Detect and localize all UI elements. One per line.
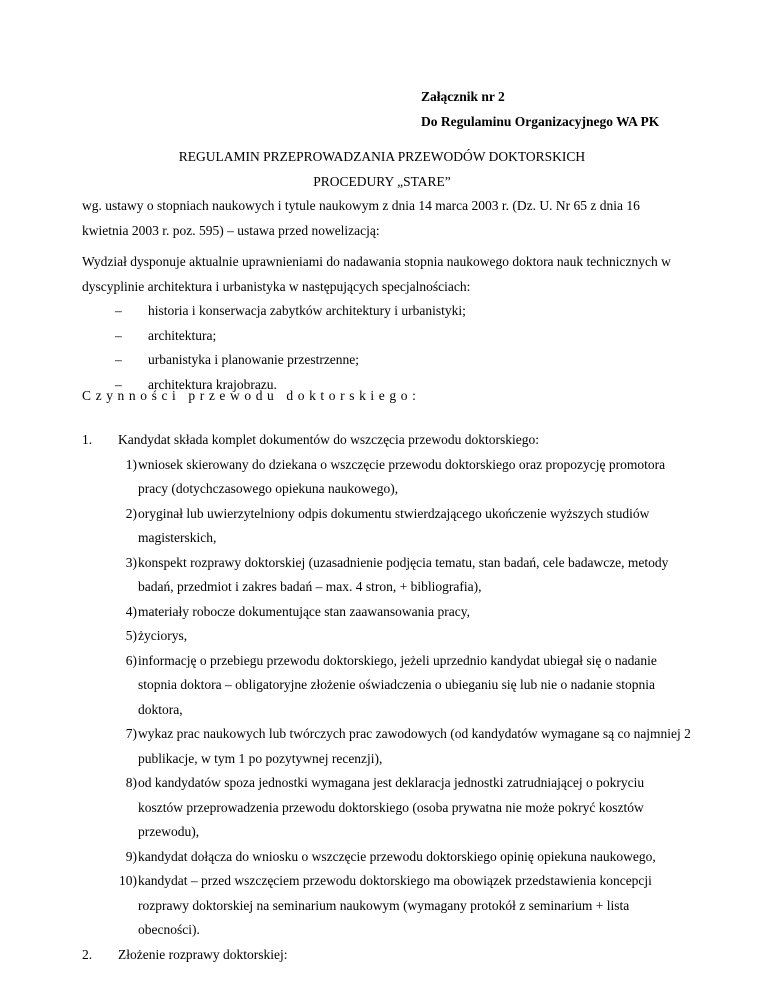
- step-number: 1.: [82, 432, 93, 447]
- document-subtitle: PROCEDURY „STARE”: [313, 173, 451, 189]
- intro-section: [82, 250, 682, 397]
- substep-item: [82, 453, 692, 502]
- substep-item: [82, 502, 692, 551]
- substep-text: informację o przebiegu przewodu doktorskiego, jeżeli uprzednio kandydat ubiegał się o nadanie stopnia doktora – obligatoryjne złożenie oświadczenia o ubieganiu się lub nie o nadanie stopnia doktora,: [138, 652, 657, 717]
- substep-text: kandydat dołącza do wniosku o wszczęcie przewodu doktorskiego opinię opiekuna naukowego,: [138, 848, 656, 864]
- specialty-item: [82, 348, 682, 373]
- substep-item: [82, 551, 692, 600]
- substep-item: [82, 845, 692, 870]
- substep-item: [82, 771, 692, 845]
- substep-number: 5): [125, 628, 137, 643]
- substep-number: 3): [125, 554, 137, 570]
- specialty-text: urbanistyka i planowanie przestrzenne;: [148, 352, 360, 367]
- dash-bullet: –: [115, 376, 122, 392]
- dash-bullet: –: [115, 327, 122, 343]
- substep-item: [82, 722, 692, 771]
- substep-text: kandydat – przed wszczęciem przewodu doktorskiego ma obowiązek przedstawienia koncepcji rozprawy doktorskiej na seminarium naukowym (wymagany protokół z seminarium + lista obecności).: [138, 873, 652, 937]
- substep-text: oryginał lub uwierzytelniony odpis dokumentu stwierdzającego ukończenie wyższych studiów magisterskich,: [138, 505, 650, 545]
- substep-item: [82, 600, 692, 625]
- annex-reference: Do Regulaminu Organizacyjnego WA PK: [421, 113, 660, 129]
- substep-number: 1): [125, 456, 137, 472]
- substep-item: [82, 624, 692, 649]
- substep-number: 8): [125, 775, 137, 790]
- step-item: [82, 428, 692, 943]
- substep-text: życiorys,: [138, 628, 188, 643]
- substep-text: wykaz prac naukowych lub twórczych prac zawodowych (od kandydatów wymagane są co najmniej 2 publikacje, w tym 1 po pozytywnej recenzji),: [138, 726, 691, 766]
- document-title: REGULAMIN PRZEPROWADZANIA PRZEWODÓW DOKTORSKICH: [178, 149, 586, 164]
- substep-number: 2): [125, 505, 137, 521]
- specialty-text: architektura krajobrazu.: [148, 376, 277, 392]
- specialty-text: architektura;: [148, 327, 217, 343]
- substep-item: [82, 649, 692, 723]
- step-item: [82, 943, 692, 968]
- substep-number: 9): [125, 848, 137, 864]
- dash-bullet: –: [115, 352, 122, 367]
- steps-list: [82, 428, 692, 967]
- legal-basis: wg. ustawy o stopniach naukowych i tytule naukowym z dnia 14 marca 2003 r. (Dz. U. Nr 65 z dnia 16 kwietnia 2003 r. poz. 595) – ustawa przed nowelizacją:: [82, 198, 640, 238]
- intro-paragraph: Wydział dysponuje aktualnie uprawnieniami do nadawania stopnia naukowego doktora nauk technicznych w dyscyplinie architektura i urbanistyka w następujących specjalnościach:: [82, 254, 671, 294]
- step-text: Złożenie rozprawy doktorskiej:: [118, 946, 288, 962]
- substep-text: materiały robocze dokumentujące stan zaawansowania pracy,: [138, 603, 470, 619]
- substep-text: od kandydatów spoza jednostki wymagana jest deklaracja jednostki zatrudniającej o pokryciu kosztów przeprowadzenia przewodu doktorskiego (osoba prywatna nie może pokryć kosztów przewodu),: [138, 775, 645, 839]
- specialty-text: historia i konserwacja zabytków architektury i urbanistyki;: [148, 303, 466, 318]
- substep-number: 7): [125, 726, 137, 741]
- document-title-block: [82, 145, 682, 243]
- step-number: 2.: [82, 946, 93, 962]
- step-text: Kandydat składa komplet dokumentów do wszczęcia przewodu doktorskiego:: [118, 432, 540, 447]
- substep-number: 4): [125, 603, 137, 619]
- substep-number: 10): [119, 873, 137, 888]
- substep-text: wniosek skierowany do dziekana o wszczęcie przewodu doktorskiego oraz propozycję promotora pracy (dotychczasowego opiekuna naukowego),: [138, 456, 666, 496]
- specialty-item: [82, 299, 682, 324]
- annex-header: [421, 85, 659, 134]
- substeps-list: [118, 453, 692, 943]
- specialties-list: [82, 299, 682, 397]
- annex-number: Załącznik nr 2: [421, 89, 505, 104]
- substep-text: konspekt rozprawy doktorskiej (uzasadnienie podjęcia tematu, stan badań, cele badawcze, metody badań, przedmiot i zakres badań – max. 4 stron, + bibliografia),: [138, 554, 669, 594]
- dash-bullet: –: [115, 303, 122, 318]
- section-heading: Czynności przewodu doktorskiego:: [82, 388, 421, 403]
- substep-number: 6): [125, 652, 137, 668]
- specialty-item: [82, 324, 682, 349]
- substep-item: [82, 869, 692, 943]
